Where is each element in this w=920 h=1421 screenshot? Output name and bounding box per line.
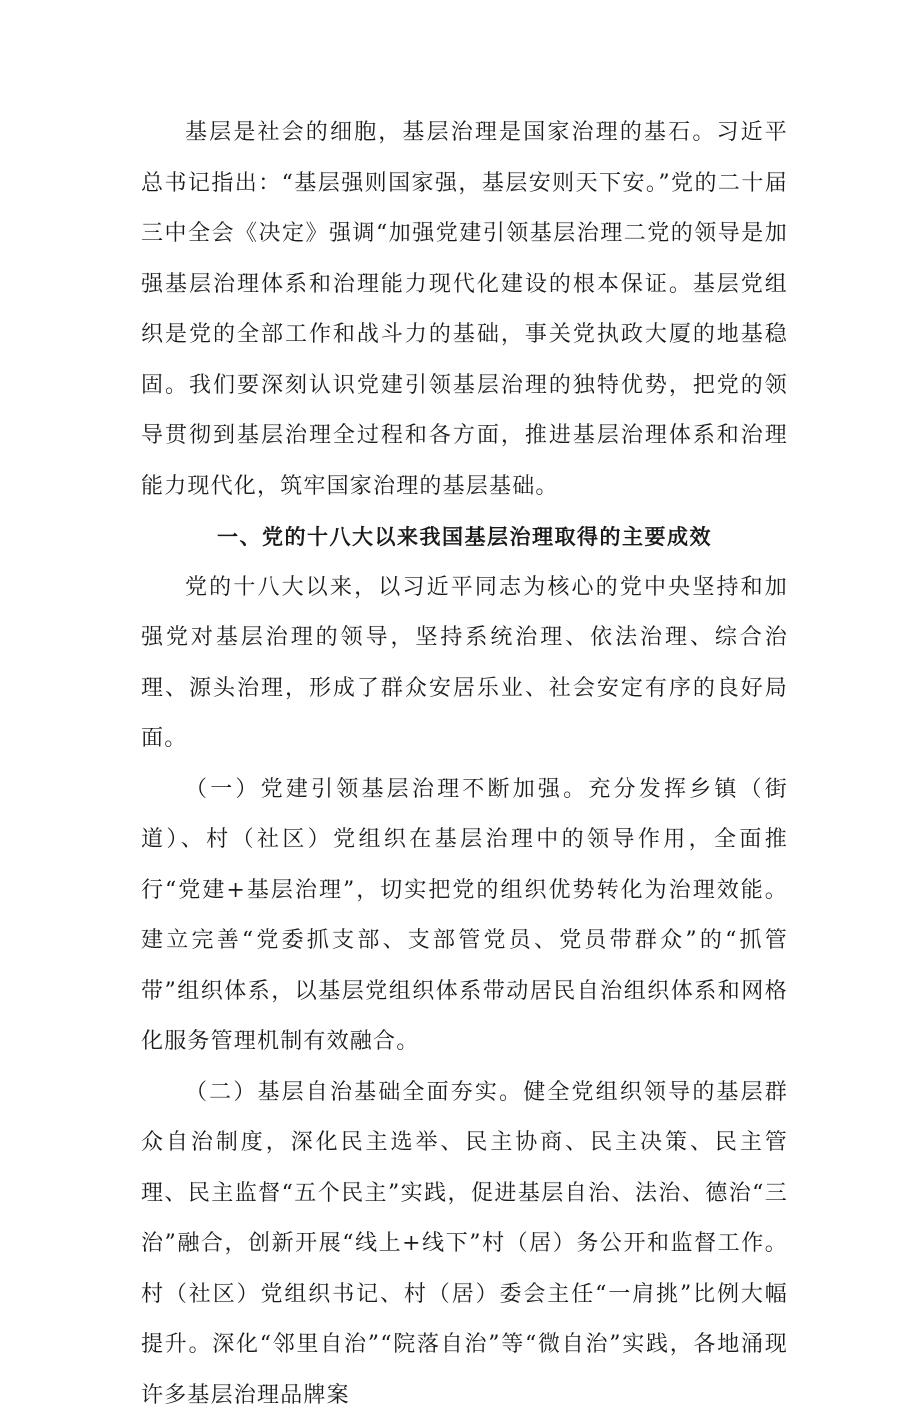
section-intro-paragraph: 党的十八大以来，以习近平同志为核心的党中央坚持和加强党对基层治理的领导，坚持系统治理、依法治理、综合治理、源头治理，形成了群众安居乐业、社会安定有序的良好局面。 <box>141 563 788 765</box>
section-heading: 一、党的十八大以来我国基层治理取得的主要成效 <box>141 512 788 563</box>
intro-paragraph: 基层是社会的细胞，基层治理是国家治理的基石。习近平总书记指出：“基层强则国家强，基层安则天下安。”党的二十届三中全会《决定》强调“加强党建引领基层治理二党的领导是加强基层治理体系和治理能力现代化建设的根本保证。基层党组织是党的全部工作和战斗力的基础，事关党执政大厦的地基稳固。我们要深刻认识党建引领基层治理的独特优势，把党的领导贯彻到基层治理全过程和各方面，推进基层治理体系和治理能力现代化，筑牢国家治理的基层基础。 <box>141 108 788 512</box>
subsection-two-paragraph: （二）基层自治基础全面夯实。健全党组织领导的基层群众自治制度，深化民主选举、民主协商、民主决策、民主管理、民主监督“五个民主”实践，促进基层自治、法治、德治“三治”融合，创新开展“线上+线下”村（居）务公开和监督工作。村（社区）党组织书记、村（居）委会主任“一肩挑”比例大幅提升。深化“邻里自治”“院落自治”等“微自治”实践，各地涌现许多基层治理品牌案 <box>141 1068 788 1421</box>
subsection-one-paragraph: （一）党建引领基层治理不断加强。充分发挥乡镇（街道）、村（社区）党组织在基层治理中的领导作用，全面推行“党建+基层治理”，切实把党的组织优势转化为治理效能。建立完善“党委抓支部、支部管党员、党员带群众”的“抓管带”组织体系，以基层党组织体系带动居民自治组织体系和网格化服务管理机制有效融合。 <box>141 765 788 1068</box>
document-body <box>141 108 788 1421</box>
